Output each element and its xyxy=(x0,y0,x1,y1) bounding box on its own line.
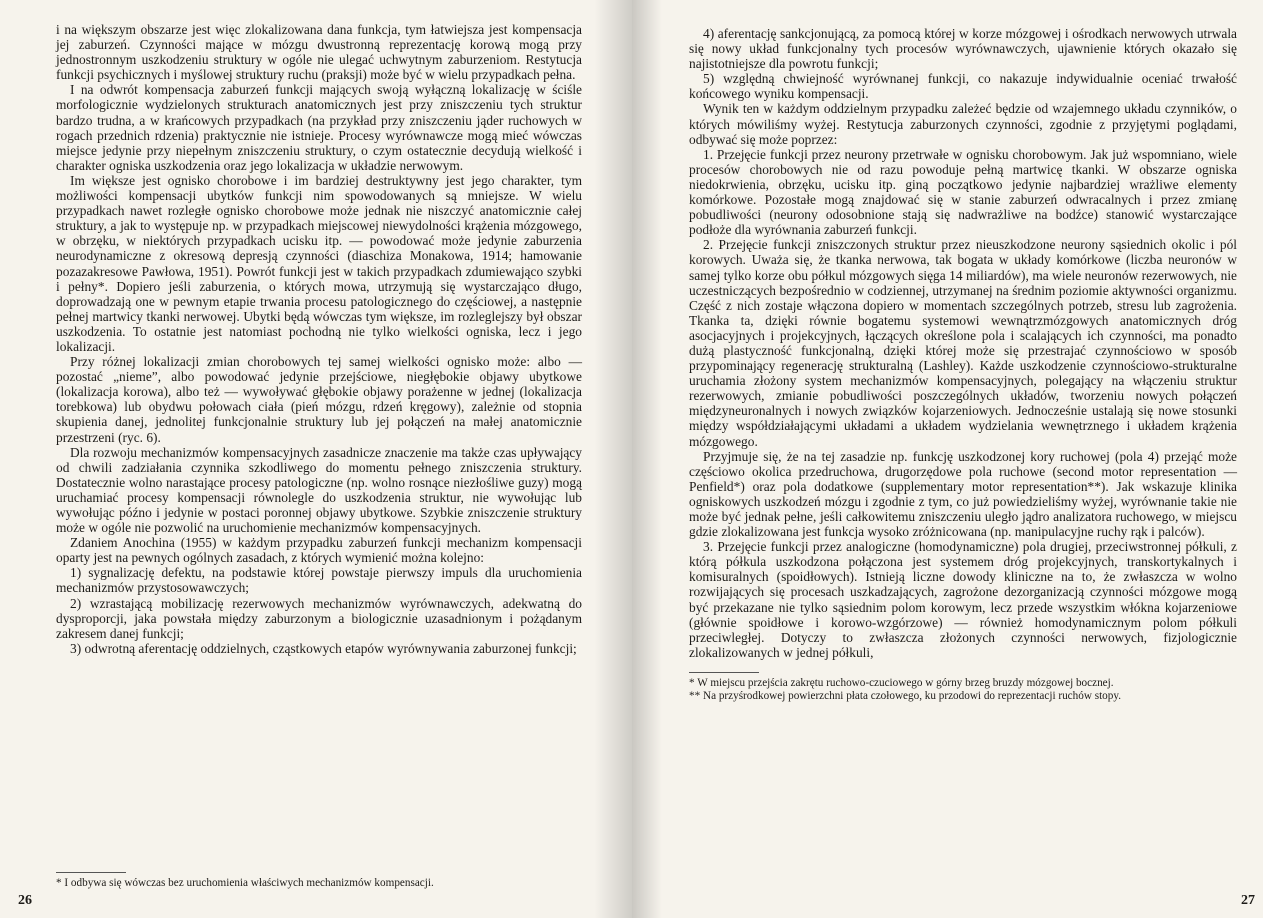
paragraph: Im większe jest ognisko chorobowe i im bardziej destruktywny jest jego charakter, tym możliwości kompensacji ubytków funkcji nim spowodowanych są mniejsze. W wielu przypadkach nawet rozległe ognisko chorobowe może jednak nie niszczyć anatomicznie całej struktury, a jak to występuje np. w przypadkach miejscowej niewydolności krążenia mózgowego, w obrzęku, w niektórych przypadkach ucisku itp. — powodować może jedynie zaburzenia neurodynamiczne z okresową depresją czynności (diaschiza Monakowa, 1914; hamowanie pozazakresowe Pawłowa, 1951). Powrót funkcji jest w takich przypadkach zdumiewająco szybki i pełny*. Dopiero jeśli zaburzenia, o których mowa, utrzymują się wystarczająco długo, doprowadzają one w pewnym etapie trwania procesu patologicznego do częściowej, a następnie pełnej martwicy tkanki nerwowej. Ubytki będą wówczas tym większe, im rozleglejszy był obszar uszkodzenia. To ostatnie jest natomiast pochodną nie tylko wielkości ogniska, lecz i jego lokalizacji. xyxy=(56,172,582,354)
right-page-text xyxy=(689,26,1237,660)
footnote-divider xyxy=(689,672,759,673)
paragraph: Wynik ten w każdym oddzielnym przypadku zależeć będzie od wzajemnego układu czynników, o których mówiliśmy wyżej. Restytucja zaburzonych czynności, zgodnie z przyjętymi poglądami, odbywać się może poprzez: xyxy=(689,101,1237,147)
footnote-divider xyxy=(56,872,126,873)
paragraph: Zdaniem Anochina (1955) w każdym przypadku zaburzeń funkcji mechanizm kompensacji oparty jest na pewnych ogólnych zasadach, z których wymienić można kolejno: xyxy=(56,535,582,566)
paragraph: 1. Przejęcie funkcji przez neurony przetrwałe w ognisku chorobowym. Jak już wspomniano, wiele procesów chorobowych nie od razu powoduje pełną martwicę tkanki. W obszarze ogniska niedokrwienia, obrzęku, ucisku itp. giną początkowo jedynie najbardziej wrażliwe elementy komórkowe. Pozostałe mogą znajdować się w stanie zaburzeń odwracalnych i przez zmianę pobudliwości (neurony odosobnione stają się nadwrażliwe na bodźce) stanowić wystarczające podłoże dla wyrównania zaburzeń funkcji. xyxy=(689,146,1237,238)
paragraph: Przy różnej lokalizacji zmian chorobowych tej samej wielkości ognisko może: albo — pozostać „nieme”, albo powodować jedynie przejściowe, niegłębokie objawy ubytkowe (lokalizacja korowa), albo też — wywoływać głębokie objawy porażenne w jednej (lokalizacja torebkowa) lub obydwu połowach ciała (pień mózgu, rdzeń kręgowy), zależnie od stopnia skupienia danej, jednolitej funkcjonalnie struktury lub jej połączeń na małej anatomicznie przestrzeni (ryc. 6). xyxy=(56,354,582,445)
list-item: 2) wzrastającą mobilizację rezerwowych mechanizmów wyrównawczych, adekwatną do dysproporcji, jaka powstała między zaburzonym a biologicznie uzasadnionym i pożądanym zakresem danej funkcji; xyxy=(56,595,582,641)
gutter-shadow xyxy=(632,0,662,918)
paragraph: Przyjmuje się, że na tej zasadzie np. funkcję uszkodzonej kory ruchowej (pola 4) przejąć może częściowo okolica przedruchowa, drugorzędowe pola ruchowe (second motor representation — Penfield*) oraz pola dodatkowe (supplementary motor representation**). Jak wskazuje klinika ogniskowych uszkodzeń mózgu i zgodnie z tym, co już powiedzieliśmy wyżej, wyrównanie takie nie może być jednak pełne, jeśli całkowitemu zniszczeniu uległo jądro analizatora ruchowego, w miejscu gdzie zlokalizowana jest funkcja wysoko zróżnicowana (np. manipulacyjne ruchy rąk i palców). xyxy=(689,448,1237,540)
footnote: * I odbywa się wówczas bez uruchomienia właściwych mechanizmów kompensacji. xyxy=(56,877,434,889)
paragraph: 2. Przejęcie funkcji zniszczonych struktur przez nieuszkodzone neurony sąsiednich okolic i pól korowych. Uważa się, że tkanka nerwowa, tak bogata w układy komórkowe (liczba neuronów w samej tylko korze obu półkul mózgowych sięga 14 miliardów), ma wiele neuronów rezerwowych, nie uczestniczących bezpośrednio w codziennej, utrzymanej na średnim poziomie aktywności organizmu. Część z nich zostaje włączona dopiero w momentach szczególnych potrzeb, stresu lub zagrożenia. Tkanka ta, dzięki równie bogatemu systemowi wewnątrzmózgowych anatomicznych dróg asocjacyjnych i projekcyjnych, łączących określone pola i scalających ich czynności, ma ponadto dużą plastyczność funkcjonalną, dzięki której może się przestrajać czynnościowo w sposób przypominający regenerację strukturalną (Lashley). Każde uszkodzenie czynnościowo-strukturalne uruchamia złożony system mechanizmów kompensacyjnych, polegający na włączeniu struktur rezerwowych, zmianie pobudliwości poszczególnych układów, tworzeniu nowych połączeń międzyneuronalnych i nowych związków kojarzeniowych. Jednocześnie ustalają się nowe stosunki między współdziałającymi układami a układem wydzielania wewnętrznego i układem krążenia mózgowego. xyxy=(689,237,1237,449)
footnote: * W miejscu przejścia zakrętu ruchowo-czuciowego w górny brzeg bruzdy mózgowej bocznej. xyxy=(689,676,1114,689)
left-footnotes xyxy=(56,862,582,890)
gutter-shadow xyxy=(594,0,632,918)
right-footnotes xyxy=(689,672,1237,703)
page-number: 26 xyxy=(18,893,32,908)
list-item: 5) względną chwiejność wyrównanej funkcji, co nakazuje indywidualnie oceniać trwałość końcowego wyniku kompensacji. xyxy=(689,71,1237,102)
page-number: 27 xyxy=(1241,893,1255,908)
footnote: ** Na przyśrodkowej powierzchni płata czołowego, ku przodowi do reprezentacji ruchów stopy. xyxy=(689,689,1122,702)
paragraph: I na odwrót kompensacja zaburzeń funkcji mających swoją wyłączną lokalizację w ściśle morfologicznie wydzielonych strukturach anatomicznych jest przy zniszczeniu tych struktur bardzo trudna, a w krańcowych przypadkach (na przykład przy zniszczeniu jąder ruchowych w rogach przednich rdzenia) praktycznie nie istnieje. Procesy wyrównawcze mogą mieć wówczas miejsce jedynie przy niepełnym zniszczeniu struktury, o czym ostatecznie decydują wielkość i charakter ogniska uszkodzenia oraz jego lokalizacja w układzie nerwowym. xyxy=(56,82,582,173)
right-page xyxy=(632,0,1263,918)
list-item: 1) sygnalizację defektu, na podstawie której powstaje pierwszy impuls dla uruchomienia mechanizmów przystosowawczych; xyxy=(56,565,582,596)
list-item: 3) odwrotną aferentację oddzielnych, cząstkowych etapów wyrównywania zaburzonej funkcji; xyxy=(70,640,577,656)
paragraph: 3. Przejęcie funkcji przez analogiczne (homodynamiczne) pola drugiej, przeciwstronnej półkuli, z którą półkula uszkodzona połączona jest systemem dróg projekcyjnych, transkortykalnych i komisuralnych (spoidłowych). Istnieją liczne dowody kliniczne na to, że zwłaszcza w wolno rozwijających się procesach uszkadzających, zagrożone dezorganizacją czynności mózgowe mogą być przekazane nie tylko sąsiednim polom korowym, lecz przede wszystkim włókna kojarzeniowe (głównie spoidłowe i korowo-wzgórzowe) — również homodynamicznym polom półkuli przeciwległej. Dotyczy to zwłaszcza złożonych czynności nerwowych, fizjologicznie zlokalizowanych w jednej półkuli, xyxy=(689,539,1237,660)
paragraph: Dla rozwoju mechanizmów kompensacyjnych zasadnicze znaczenie ma także czas upływający od chwili zadziałania czynnika szkodliwego do momentu pełnego zniszczenia struktury. Dostatecznie wolno narastające procesy patologiczne (np. wolno rosnące niezłośliwe guzy) mogą uruchamiać procesy kompensacji równolegle do uszkodzenia struktur, nie wywołując lub wywołując późno i jedynie w postaci poronnej objawy ubytkowe. Szybkie zniszczenie struktury może w ogóle nie pozwolić na uruchomienie mechanizmów kompensacyjnych. xyxy=(56,444,582,536)
list-item: 4) aferentację sankcjonującą, za pomocą której w korze mózgowej i ośrodkach nerwowych utrwala się nowy układ funkcjonalny tych procesów wyrównawczych, ujawnienie których okazało się najistotniejsze dla powrotu funkcji; xyxy=(689,26,1237,72)
paragraph: i na większym obszarze jest więc zlokalizowana dana funkcja, tym łatwiejsza jest kompensacja jej zaburzeń. Czynności mające w mózgu dwustronną reprezentację korową mogą przy jednostronnym uszkodzeniu struktury w ogóle nie ulegać uchwytnym zaburzeniom. Restytucja funkcji psychicznych i myślowej struktury ruchu (praksji) może być w wielu przypadkach pełna. xyxy=(56,22,582,83)
left-page-text xyxy=(56,22,582,656)
